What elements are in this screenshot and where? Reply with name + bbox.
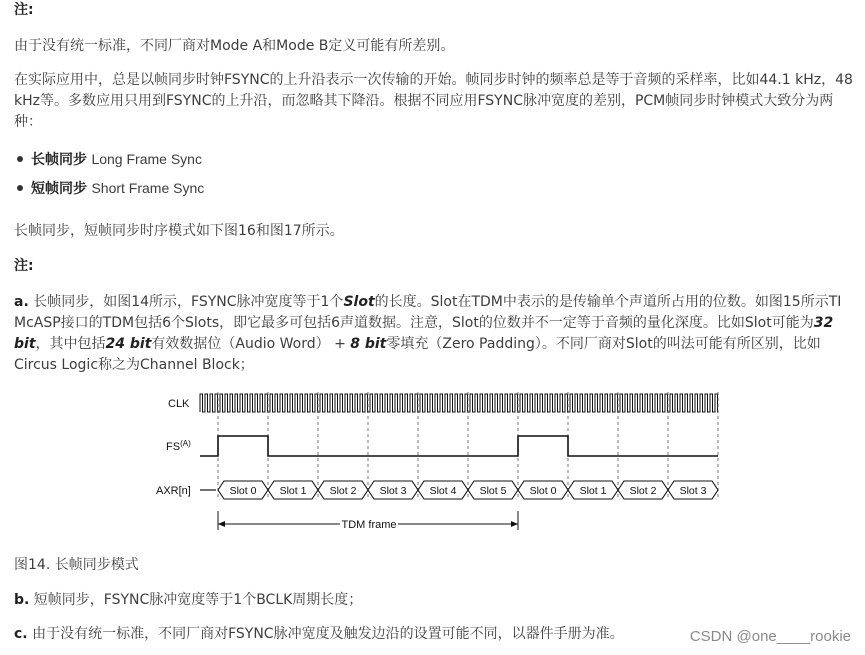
axr-slot-label: Slot 1 <box>579 485 607 497</box>
csdn-watermark: CSDN @one____rookie <box>689 628 851 645</box>
bullet-dot-icon <box>17 185 23 191</box>
fs-waveform <box>200 436 718 456</box>
axr-slot-label: Slot 1 <box>279 485 307 497</box>
clk-waveform <box>200 394 718 412</box>
axr-slot-label: Slot 3 <box>379 485 407 497</box>
fs-label <box>166 439 191 453</box>
item-label: a. <box>14 294 29 310</box>
fs-label-text: FS <box>166 441 181 453</box>
paragraph-b-short-frame <box>14 590 859 611</box>
text-span: 由于没有统一标准，不同厂商对FSYNC脉冲宽度及触发边沿的设置可能不同，以器件手册为准。 <box>27 626 624 642</box>
text-span: 的长度。Slot在TDM中表示的是传输单个声道所占用的位数。如图15所示TI McASP接口的TDM包括6个Slots，即它最多可包括6声道数据。注意，Slot的位数并不一定等于音频的量化深度。比如Slot可能为 <box>14 294 842 331</box>
emphasis-32bit: 32 bit <box>14 315 834 352</box>
axr-slot-label: Slot 2 <box>329 485 357 497</box>
paragraph-timing-modes: 长帧同步，短帧同步时序模式如下图16和图17所示。 <box>14 223 344 239</box>
list-item-long-frame-sync <box>14 149 202 171</box>
text-span: 长帧同步，如图14所示，FSYNC脉冲宽度等于1个 <box>28 294 344 310</box>
arrowhead-left-icon <box>218 521 225 527</box>
timing-diagram <box>150 388 730 538</box>
clk-wave-path <box>200 394 718 412</box>
text-span: 有效数据位（Audio Word） + <box>151 336 351 352</box>
paragraph-c-note <box>14 624 634 645</box>
emphasis-24bit: 24 bit <box>105 336 152 352</box>
axr-slot-label: Slot 3 <box>679 485 707 497</box>
emphasis-8bit: 8 bit <box>350 336 387 352</box>
axr-slot-row <box>200 481 718 499</box>
tdm-frame-label: TDM frame <box>341 519 397 531</box>
emphasis-slot: Slot <box>343 294 375 310</box>
bullet-dot-icon <box>17 156 23 162</box>
text-span: 短帧同步，FSYNC脉冲宽度等于1个BCLK周期长度； <box>29 592 363 608</box>
item-label: b. <box>14 592 30 608</box>
axr-slot-label: Slot 0 <box>229 485 257 497</box>
note-heading-2: 注: <box>14 258 34 274</box>
figure-caption: 图14. 长帧同步模式 <box>14 557 139 573</box>
text-span: ，其中包括 <box>35 336 106 352</box>
clk-label: CLK <box>168 398 190 410</box>
item-label: c. <box>14 626 28 642</box>
arrowhead-right-icon <box>511 521 518 527</box>
fs-label-sup: (A) <box>180 439 191 448</box>
list-item-zh: 长帧同步 <box>31 152 87 168</box>
paragraph-a-long-frame <box>14 292 859 376</box>
axr-slot-label: Slot 4 <box>429 485 457 497</box>
axr-slot-label: Slot 5 <box>479 485 507 497</box>
paragraph-fsync-intro: 在实际应用中，总是以帧同步时钟FSYNC的上升沿表示一次传输的开始。帧同步时钟的频率总是等于音频的采样率，比如44.1 kHz，48 kHz等。多数应用只用到FSYNC的上升沿，而忽略其下降沿。根据不同应用FSYNC脉冲宽度的差别，PCM帧同步时钟模式大致分为两种： <box>14 72 853 130</box>
paragraph-mode-difference: 由于没有统一标准，不同厂商对Mode A和Mode B定义可能有所差别。 <box>14 38 455 54</box>
list-item-zh: 短帧同步 <box>31 181 87 197</box>
list-item-short-frame-sync <box>14 178 204 200</box>
axr-slot-label: Slot 2 <box>629 485 657 497</box>
axr-slot-label: Slot 0 <box>529 485 557 497</box>
list-item-en: Short Frame Sync <box>91 180 205 196</box>
tdm-frame-span <box>218 511 518 531</box>
axr-label: AXR[n] <box>156 485 191 497</box>
list-item-en: Long Frame Sync <box>91 151 202 167</box>
note-heading-1: 注: <box>14 2 34 18</box>
text-span: 零填充（Zero Padding）。不同厂商对Slot的叫法可能有所区别，比如Circus Logic称之为Channel Block； <box>14 336 821 373</box>
